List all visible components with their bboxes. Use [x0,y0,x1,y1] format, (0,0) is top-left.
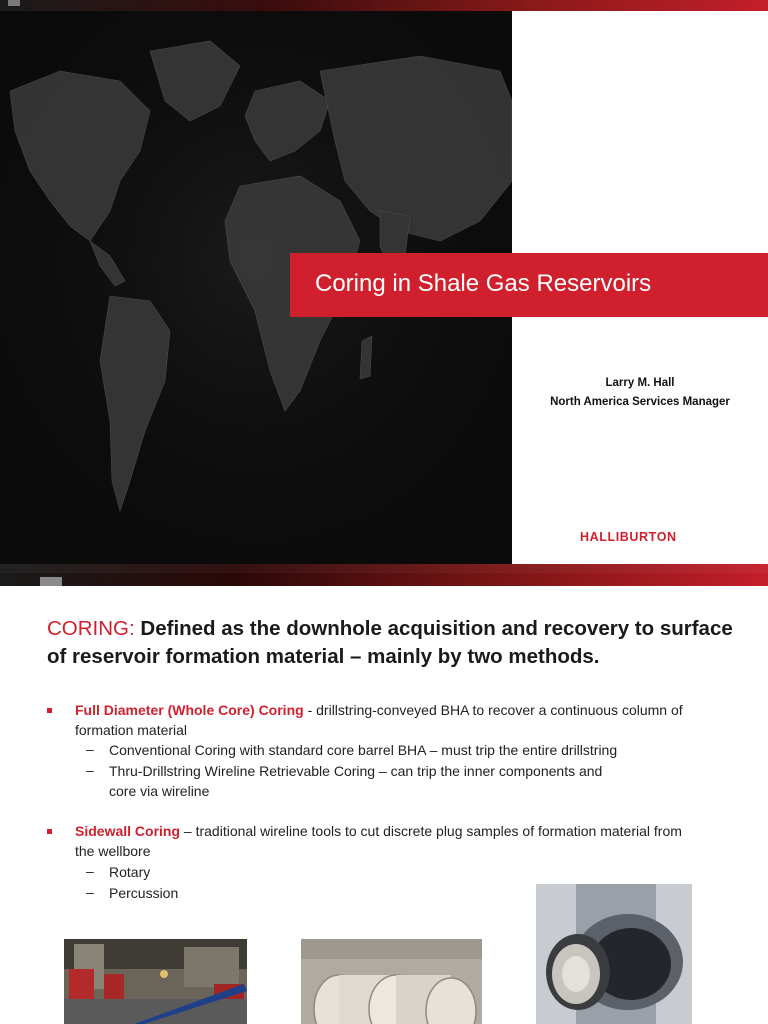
coring-bit-photo [536,884,692,1024]
bullet-label: Sidewall Coring [75,823,181,839]
dash-marker: – [86,741,94,757]
sub-item-text: Thru-Drillstring Wireline Retrievable Coring – can trip the inner components and [109,763,603,779]
rig-floor-photo [64,939,247,1024]
bullet-full-diameter [75,700,755,740]
bottom-accent-bar [0,564,768,586]
dash-marker: – [86,884,94,900]
sub-item [109,862,150,882]
author-name: Larry M. Hall [605,377,675,389]
author-role: North America Services Manager [550,396,730,408]
sub-item [109,740,759,760]
bullet-text: – traditional wireline tools to cut discrete plug samples of formation material from [180,823,682,839]
heading-keyword: CORING: [47,617,135,640]
bullet-marker [47,708,52,713]
sub-item-text-cont: core via wireline [109,783,210,799]
bullet-text-cont: the wellbore [75,843,151,859]
sub-item [109,883,178,903]
bullet-text: - drillstring-conveyed BHA to recover a continuous column of [303,702,683,718]
bullet-marker [47,829,52,834]
slide-heading [47,615,747,671]
bullet-sidewall [75,821,755,861]
dash-marker: – [86,863,94,879]
heading-definition: Defined as the downhole acquisition and recovery to surface of reservoir formation material – mainly by two methods. [47,617,733,668]
sub-item [109,761,759,801]
core-samples-photo [301,939,482,1024]
bullet-text-cont: formation material [75,722,188,738]
top-accent-bar [0,0,768,11]
author-block [512,374,768,412]
sub-item-text: Rotary [109,864,151,880]
sub-item-text: Percussion [109,885,179,901]
halliburton-logo: HALLIBURTON [580,530,677,544]
bullet-label: Full Diameter (Whole Core) Coring [75,702,304,718]
sub-item-text: Conventional Coring with standard core barrel BHA – must trip the entire drillstring [109,742,618,758]
title-banner [290,253,768,317]
presentation-title: Coring in Shale Gas Reservoirs [315,270,652,297]
dash-marker: – [86,762,94,778]
